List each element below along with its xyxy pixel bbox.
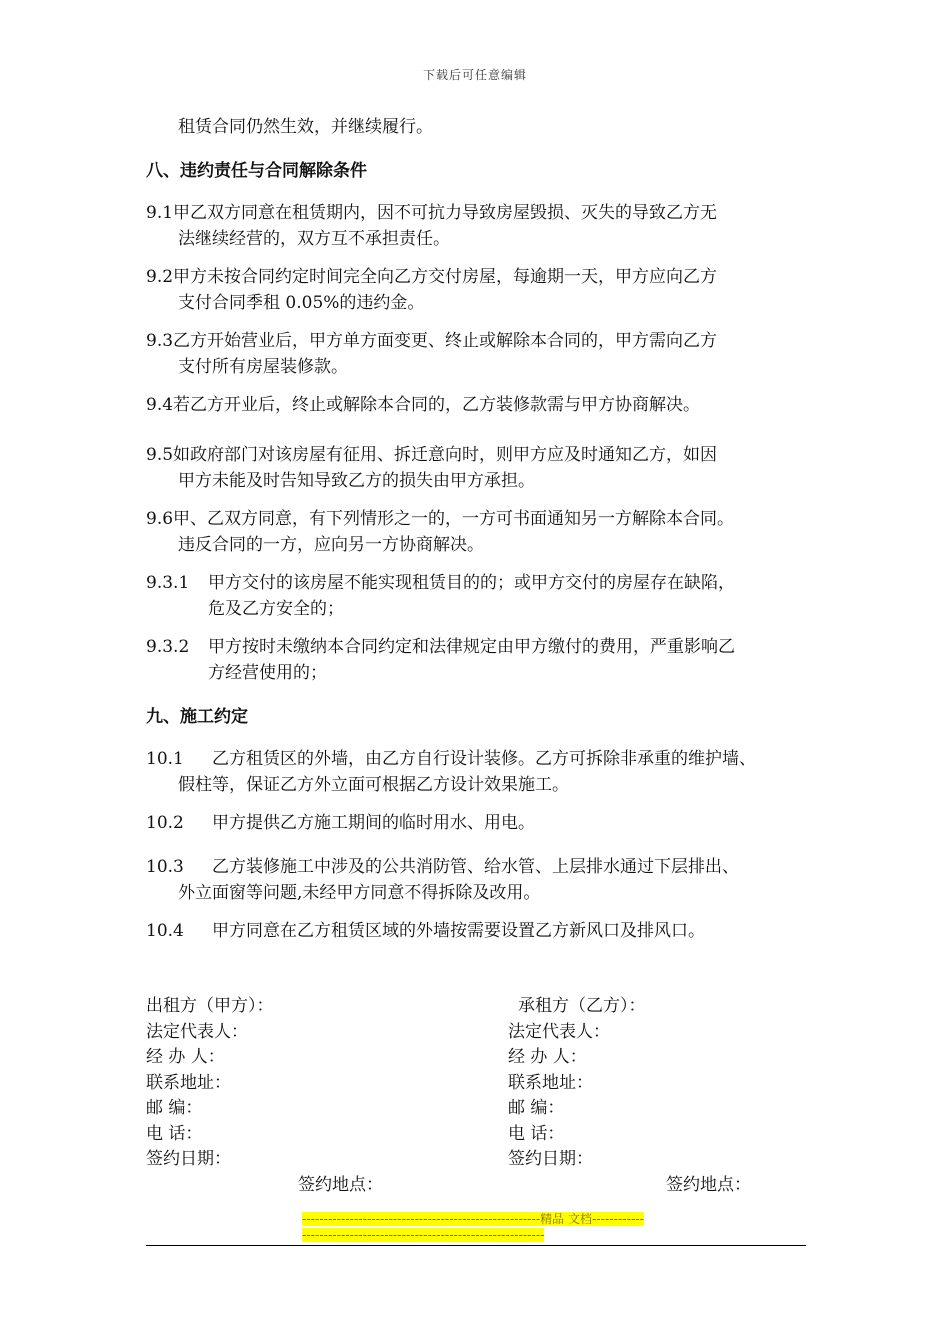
lessee-address: 联系地址：	[508, 1072, 593, 1093]
clause-text: 甲方按时未缴纳本合同约定和法律规定由甲方缴付的费用，严重影响乙	[208, 637, 735, 657]
lessee-postcode: 邮 编：	[508, 1098, 565, 1118]
lessor-title: 出租方（甲方）：	[146, 996, 274, 1016]
clause-number: 9.3.2	[146, 637, 190, 657]
clause-text: 甲乙双方同意在租赁期内，因不可抗力导致房屋毁损、灭失的导致乙方无	[173, 203, 718, 223]
clause-number: 9.3	[146, 331, 174, 351]
clause-9-5	[146, 442, 810, 494]
header-note: 下载后可任意编辑	[422, 68, 527, 82]
clause-10-1	[146, 746, 810, 798]
clause-text: 甲方提供乙方施工期间的临时用水、用电。	[212, 813, 535, 833]
lessor-sign-place: 签约地点：	[298, 1175, 383, 1195]
clause-9-3-1	[146, 570, 810, 622]
clause-10-2	[146, 810, 810, 836]
clause-text-cont: 支付合同季租 0.05%的违约金。	[178, 293, 425, 313]
clause-text: 如政府部门对该房屋有征用、拆迁意向时，则甲方应及时通知乙方，如因	[173, 445, 718, 465]
clause-number: 10.1	[146, 749, 184, 769]
clause-number: 10.3	[146, 857, 184, 877]
clause-text-cont: 方经营使用的；	[208, 663, 327, 683]
clause-text: 甲方交付的该房屋不能实现租赁目的的；或甲方交付的房屋存在缺陷，	[208, 573, 735, 593]
clause-text: 若乙方开业后，终止或解除本合同的，乙方装修款需与甲方协商解决。	[173, 395, 701, 415]
lessee-phone: 电 话：	[508, 1123, 565, 1144]
clause-number: 10.4	[146, 921, 184, 941]
clause-text: 甲方同意在乙方租赁区域的外墙按需要设置乙方新风口及排风口。	[212, 921, 705, 941]
clause-text-cont: 外立面窗等问题,未经甲方同意不得拆除及改用。	[178, 883, 541, 903]
clause-9-3-2	[146, 634, 810, 686]
section-heading-8: 八、违约责任与合同解除条件	[146, 161, 367, 181]
lessee-handler: 经 办 人：	[508, 1047, 587, 1067]
clause-text: 乙方装修施工中涉及的公共消防管、给水管、上层排水通过下层排出、	[212, 857, 739, 877]
clause-text: 甲方未按合同约定时间完全向乙方交付房屋，每逾期一天，甲方应向乙方	[173, 267, 718, 287]
continuation-text: 租赁合同仍然生效，并继续履行。	[178, 117, 433, 137]
clause-9-2	[146, 264, 810, 316]
clause-9-4	[146, 392, 810, 418]
clause-number: 9.3.1	[146, 573, 190, 593]
section-heading-9: 九、施工约定	[146, 707, 248, 727]
footer-watermark-text: -------------------------------------------------------精品 文档--------------------------------------------------------------------	[302, 1212, 644, 1242]
lessee-rep: 法定代表人：	[508, 1021, 610, 1042]
clause-number: 9.6	[146, 509, 174, 529]
clause-text-cont: 法继续经营的，双方互不承担责任。	[178, 229, 450, 249]
clause-text-cont: 违反合同的一方，应向另一方协商解决。	[178, 535, 484, 555]
lessee-signature	[508, 994, 808, 1173]
clause-10-3	[146, 854, 810, 906]
lessor-handler: 经 办 人：	[146, 1047, 225, 1067]
lessor-phone: 电 话：	[146, 1123, 203, 1144]
clause-text: 乙方开始营业后，甲方单方面变更、终止或解除本合同的，甲方需向乙方	[173, 331, 718, 351]
clause-9-3	[146, 328, 810, 380]
clause-number: 9.2	[146, 267, 174, 287]
lessee-sign-place: 签约地点：	[666, 1175, 751, 1195]
clause-number: 9.4	[146, 395, 174, 415]
clause-text-cont: 危及乙方安全的；	[208, 599, 344, 619]
clause-text-cont: 假柱等，保证乙方外立面可根据乙方设计效果施工。	[178, 775, 569, 795]
lessee-title: 承租方（乙方）：	[518, 996, 646, 1016]
footer-divider	[146, 1245, 806, 1246]
clause-number: 9.1	[146, 203, 174, 223]
clause-10-4	[146, 918, 810, 944]
lessor-signature	[146, 994, 446, 1173]
clause-9-6	[146, 506, 810, 558]
clause-text-cont: 支付所有房屋装修款。	[178, 357, 348, 377]
clause-text: 甲、乙双方同意，有下列情形之一的，一方可书面通知另一方解除本合同。	[173, 509, 735, 529]
lessor-date: 签约日期：	[146, 1149, 231, 1169]
clause-9-1	[146, 200, 810, 252]
clause-text-cont: 甲方未能及时告知导致乙方的损失由甲方承担。	[178, 471, 535, 491]
lessee-date: 签约日期：	[508, 1149, 593, 1169]
clause-text: 乙方租赁区的外墙，由乙方自行设计装修。乙方可拆除非承重的维护墙、	[212, 749, 756, 769]
contract-body	[146, 114, 810, 956]
lessor-rep: 法定代表人：	[146, 1021, 248, 1042]
lessor-address: 联系地址：	[146, 1072, 231, 1093]
footer-watermark	[302, 1211, 648, 1243]
lessor-postcode: 邮 编：	[146, 1098, 203, 1118]
clause-number: 9.5	[146, 445, 174, 465]
clause-number: 10.2	[146, 813, 184, 833]
